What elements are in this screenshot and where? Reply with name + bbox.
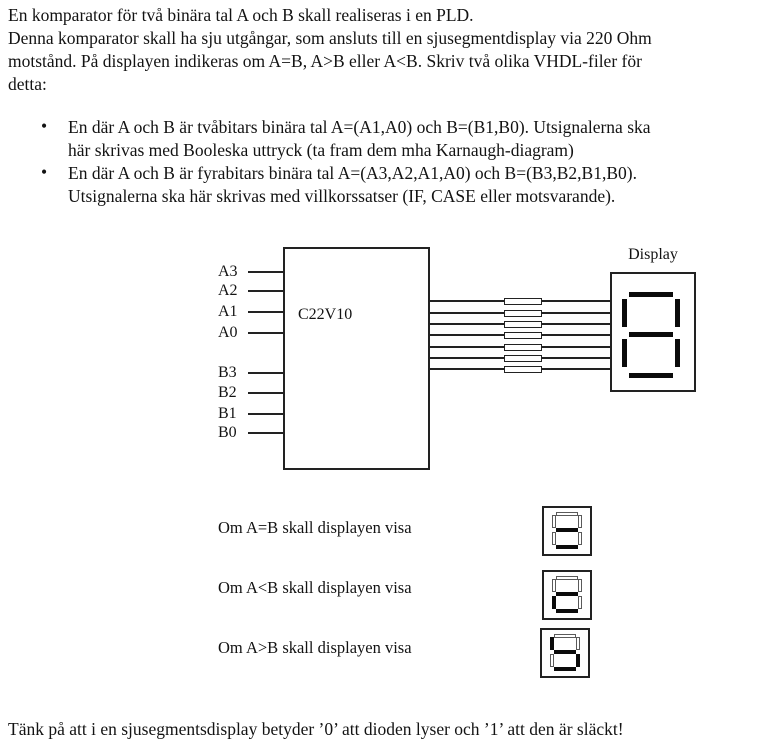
resistor — [504, 366, 542, 373]
bullet-marker-icon: • — [41, 162, 48, 182]
resistor — [504, 332, 542, 339]
input-pin-wire — [248, 311, 283, 313]
chip-label: C22V10 — [298, 306, 353, 323]
segment-d — [629, 373, 673, 378]
segment-b — [578, 579, 582, 592]
segment-a — [629, 292, 673, 297]
input-pin-wire — [248, 372, 283, 374]
segment-b — [675, 299, 680, 327]
segment-f — [552, 515, 556, 528]
segment-f — [552, 579, 556, 592]
segment-g — [556, 528, 578, 532]
segment-c — [578, 532, 582, 545]
resistor — [504, 321, 542, 328]
segment-c — [675, 339, 680, 367]
input-pin-label: A3 — [218, 263, 238, 280]
input-pin-label: B1 — [218, 405, 237, 422]
footer-note: Tänk på att i en sjusegmentsdisplay betyder ’0’ att dioden lyser och ’1’ att den är släckt! — [8, 719, 624, 739]
mini-seven-segment — [552, 512, 582, 550]
condition-label-less: Om A<B skall displayen visa — [218, 578, 412, 597]
condition-label-greater: Om A>B skall displayen visa — [218, 638, 412, 657]
mini-seven-segment — [550, 634, 580, 672]
pld-chip-box — [283, 247, 430, 470]
input-pin-wire — [248, 392, 283, 394]
segment-c — [576, 654, 580, 667]
segment-a — [556, 576, 578, 580]
segment-e — [622, 339, 627, 367]
input-pin-label: A0 — [218, 324, 238, 341]
condition-label-equal: Om A=B skall displayen visa — [218, 518, 412, 537]
input-pin-wire — [248, 271, 283, 273]
intro-line: motstånd. På displayen indikeras om A=B, A>B eller A<B. Skriv två olika VHDL-filer för — [8, 51, 642, 71]
bullet-line: Utsignalerna ska här skrivas med villkorssatser (IF, CASE eller motsvarande). — [68, 186, 616, 206]
mini-display-less — [542, 570, 592, 620]
input-pin-wire — [248, 413, 283, 415]
bullet-line: En där A och B är tvåbitars binära tal A=(A1,A0) och B=(B1,B0). Utsignalerna ska — [68, 117, 651, 137]
segment-f — [550, 637, 554, 650]
intro-line: En komparator för två binära tal A och B skall realiseras i en PLD. — [8, 5, 474, 25]
resistor — [504, 298, 542, 305]
bullet-marker-icon: • — [41, 116, 48, 136]
seven-segment-display — [622, 292, 680, 378]
input-pin-wire — [248, 290, 283, 292]
segment-a — [556, 512, 578, 516]
input-pin-label: A2 — [218, 282, 238, 299]
segment-d — [554, 667, 576, 671]
segment-f — [622, 299, 627, 327]
input-pin-wire — [248, 332, 283, 334]
resistor — [504, 355, 542, 362]
intro-line: detta: — [8, 74, 47, 94]
mini-display-greater — [540, 628, 590, 678]
intro-line: Denna komparator skall ha sju utgångar, som ansluts till en sjusegmentdisplay via 220 Ohm — [8, 28, 652, 48]
segment-a — [554, 634, 576, 638]
segment-e — [552, 596, 556, 609]
segment-b — [576, 637, 580, 650]
input-pin-label: A1 — [218, 303, 238, 320]
segment-e — [552, 532, 556, 545]
resistor — [504, 344, 542, 351]
mini-seven-segment — [552, 576, 582, 614]
bullet-line: här skrivas med Booleska uttryck (ta fram dem mha Karnaugh-diagram) — [68, 140, 574, 160]
bullet-line: En där A och B är fyrabitars binära tal A=(A3,A2,A1,A0) och B=(B3,B2,B1,B0). — [68, 163, 637, 183]
segment-g — [554, 650, 576, 654]
segment-d — [556, 545, 578, 549]
segment-b — [578, 515, 582, 528]
segment-g — [629, 332, 673, 337]
input-pin-label: B2 — [218, 384, 237, 401]
input-pin-label: B3 — [218, 364, 237, 381]
input-pin-label: B0 — [218, 424, 237, 441]
resistor — [504, 310, 542, 317]
display-label: Display — [628, 246, 678, 263]
segment-c — [578, 596, 582, 609]
segment-g — [556, 592, 578, 596]
input-pin-wire — [248, 432, 283, 434]
segment-d — [556, 609, 578, 613]
mini-display-equal — [542, 506, 592, 556]
segment-e — [550, 654, 554, 667]
